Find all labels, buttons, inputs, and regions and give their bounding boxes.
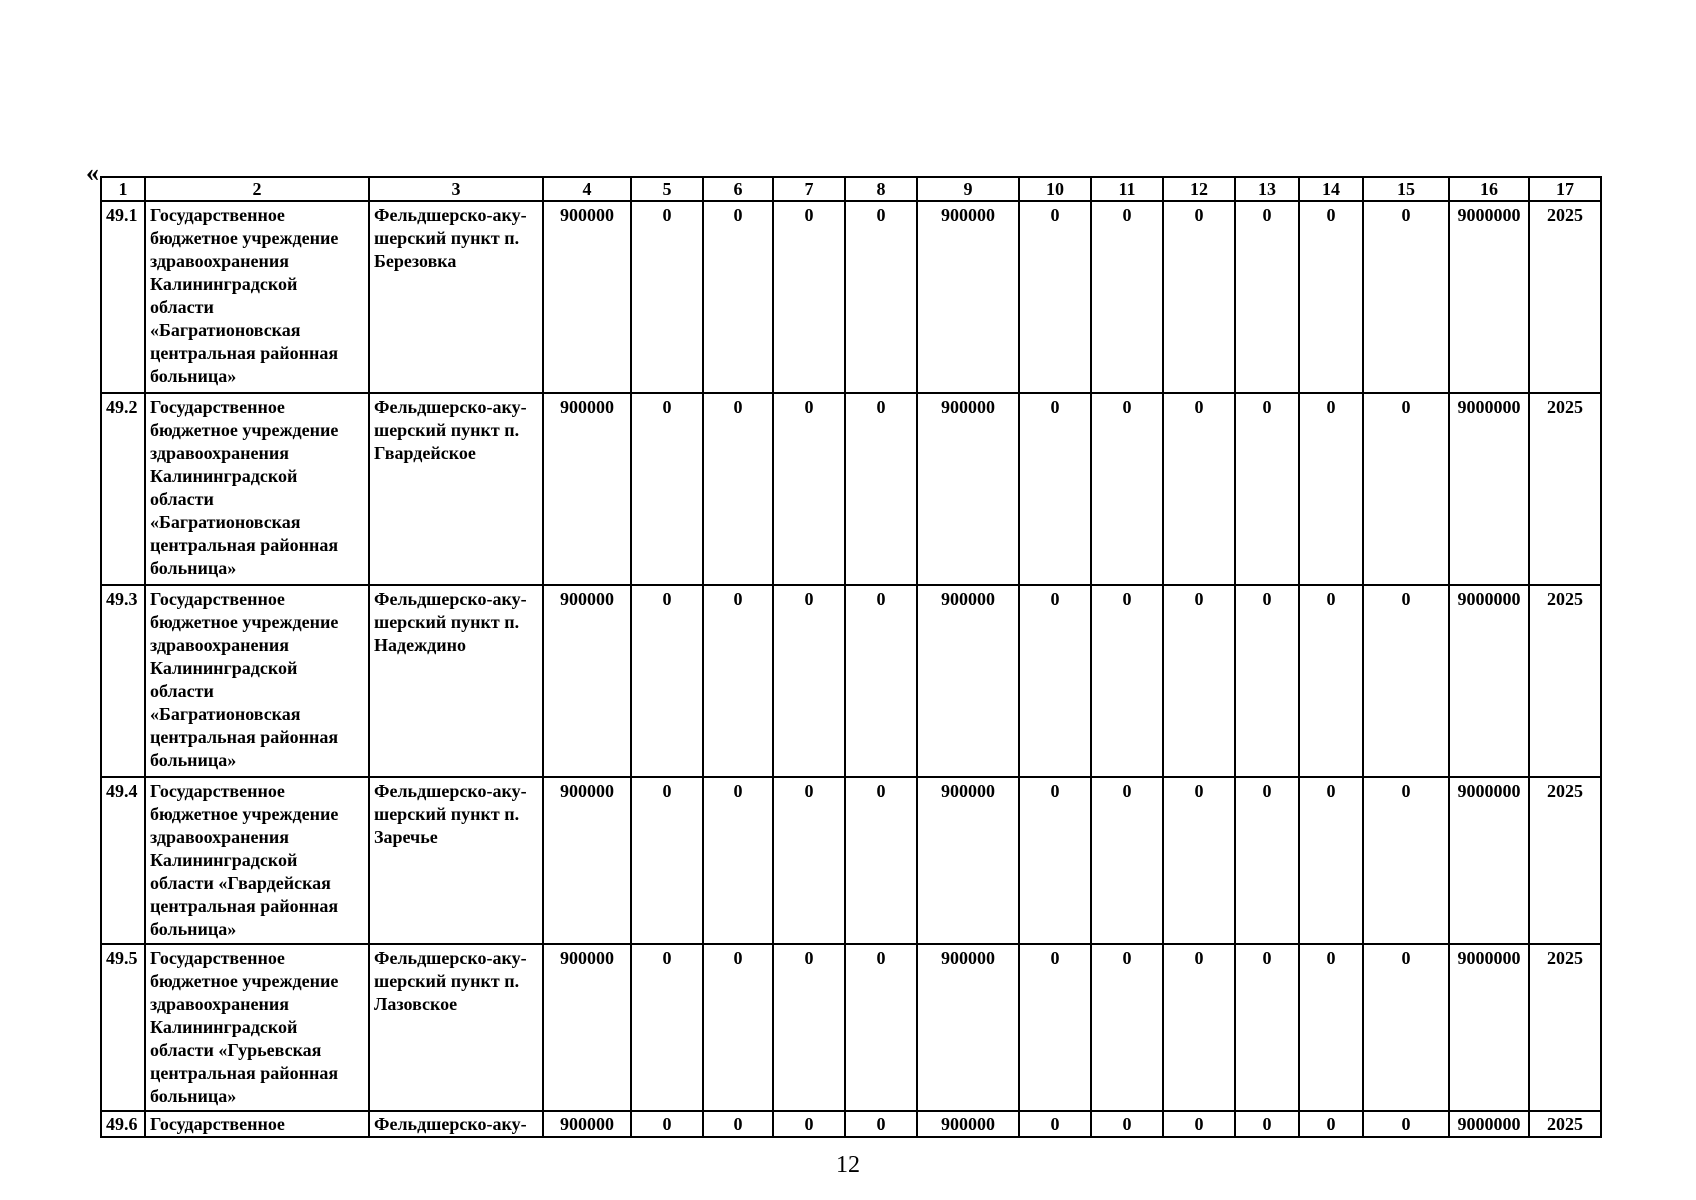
cell-col-12: 0 bbox=[1163, 777, 1235, 944]
object-name: Фельдшерско-аку-шерский пункт п. Заречье bbox=[369, 777, 543, 944]
cell-col-6: 0 bbox=[703, 777, 773, 944]
cell-col-10: 0 bbox=[1019, 585, 1091, 777]
cell-col-4: 900000 bbox=[543, 944, 631, 1111]
cell-col-17: 2025 bbox=[1529, 1111, 1601, 1137]
institution-name: Государственное бюджетное учреждение здравоохранения Калининградской области «Багратионовская центральная районная больница» bbox=[145, 393, 369, 585]
column-header: 4 bbox=[543, 177, 631, 201]
cell-col-8: 0 bbox=[845, 585, 917, 777]
institution-name: Государственное бюджетное учреждение здравоохранения Калининградской области «Багратионовская центральная районная больница» bbox=[145, 201, 369, 393]
column-header: 2 bbox=[145, 177, 369, 201]
cell-col-15: 0 bbox=[1363, 777, 1449, 944]
column-header: 13 bbox=[1235, 177, 1299, 201]
cell-col-10: 0 bbox=[1019, 777, 1091, 944]
column-header: 17 bbox=[1529, 177, 1601, 201]
cell-col-12: 0 bbox=[1163, 585, 1235, 777]
cell-col-12: 0 bbox=[1163, 1111, 1235, 1137]
cell-col-11: 0 bbox=[1091, 201, 1163, 393]
cell-col-5: 0 bbox=[631, 393, 703, 585]
cell-col-13: 0 bbox=[1235, 393, 1299, 585]
cell-col-17: 2025 bbox=[1529, 777, 1601, 944]
cell-col-13: 0 bbox=[1235, 585, 1299, 777]
cell-col-14: 0 bbox=[1299, 944, 1363, 1111]
cell-col-7: 0 bbox=[773, 201, 845, 393]
cell-col-8: 0 bbox=[845, 201, 917, 393]
cell-col-10: 0 bbox=[1019, 1111, 1091, 1137]
column-header: 8 bbox=[845, 177, 917, 201]
cell-col-12: 0 bbox=[1163, 201, 1235, 393]
column-header: 3 bbox=[369, 177, 543, 201]
cell-col-9: 900000 bbox=[917, 944, 1019, 1111]
row-number: 49.1 bbox=[101, 201, 145, 393]
cell-col-8: 0 bbox=[845, 777, 917, 944]
cell-col-6: 0 bbox=[703, 201, 773, 393]
cell-col-17: 2025 bbox=[1529, 585, 1601, 777]
object-name: Фельдшерско-аку- bbox=[369, 1111, 543, 1137]
row-number: 49.4 bbox=[101, 777, 145, 944]
cell-col-16: 9000000 bbox=[1449, 777, 1529, 944]
cell-col-10: 0 bbox=[1019, 201, 1091, 393]
cell-col-9: 900000 bbox=[917, 1111, 1019, 1137]
cell-col-4: 900000 bbox=[543, 1111, 631, 1137]
cell-col-5: 0 bbox=[631, 585, 703, 777]
column-header: 5 bbox=[631, 177, 703, 201]
object-name: Фельдшерско-аку-шерский пункт п. Березовка bbox=[369, 201, 543, 393]
cell-col-9: 900000 bbox=[917, 393, 1019, 585]
cell-col-16: 9000000 bbox=[1449, 944, 1529, 1111]
row-number: 49.5 bbox=[101, 944, 145, 1111]
cell-col-11: 0 bbox=[1091, 944, 1163, 1111]
cell-col-16: 9000000 bbox=[1449, 393, 1529, 585]
cell-col-11: 0 bbox=[1091, 585, 1163, 777]
cell-col-16: 9000000 bbox=[1449, 585, 1529, 777]
table-row bbox=[101, 393, 1601, 585]
object-name: Фельдшерско-аку-шерский пункт п. Надеждино bbox=[369, 585, 543, 777]
cell-col-5: 0 bbox=[631, 1111, 703, 1137]
cell-col-4: 900000 bbox=[543, 201, 631, 393]
cell-col-7: 0 bbox=[773, 1111, 845, 1137]
cell-col-14: 0 bbox=[1299, 393, 1363, 585]
page-number: 12 bbox=[836, 1152, 860, 1178]
cell-col-15: 0 bbox=[1363, 201, 1449, 393]
cell-col-11: 0 bbox=[1091, 1111, 1163, 1137]
cell-col-4: 900000 bbox=[543, 585, 631, 777]
cell-col-6: 0 bbox=[703, 585, 773, 777]
cell-col-17: 2025 bbox=[1529, 944, 1601, 1111]
object-name: Фельдшерско-аку-шерский пункт п. Лазовское bbox=[369, 944, 543, 1111]
cell-col-15: 0 bbox=[1363, 944, 1449, 1111]
cell-col-17: 2025 bbox=[1529, 201, 1601, 393]
cell-col-5: 0 bbox=[631, 777, 703, 944]
row-number: 49.3 bbox=[101, 585, 145, 777]
institution-name: Государственное бюджетное учреждение здравоохранения Калининградской области «Багратионовская центральная районная больница» bbox=[145, 585, 369, 777]
column-header: 6 bbox=[703, 177, 773, 201]
cell-col-7: 0 bbox=[773, 585, 845, 777]
cell-col-10: 0 bbox=[1019, 944, 1091, 1111]
institution-name: Государственное бюджетное учреждение здравоохранения Калининградской области «Гурьевская центральная районная больница» bbox=[145, 944, 369, 1111]
column-header: 16 bbox=[1449, 177, 1529, 201]
cell-col-16: 9000000 bbox=[1449, 1111, 1529, 1137]
column-header: 10 bbox=[1019, 177, 1091, 201]
investment-table bbox=[100, 176, 1602, 1138]
cell-col-13: 0 bbox=[1235, 201, 1299, 393]
table-row bbox=[101, 201, 1601, 393]
cell-col-9: 900000 bbox=[917, 777, 1019, 944]
table-row bbox=[101, 944, 1601, 1111]
cell-col-14: 0 bbox=[1299, 1111, 1363, 1137]
institution-name: Государственное bbox=[145, 1111, 369, 1137]
cell-col-6: 0 bbox=[703, 393, 773, 585]
cell-col-13: 0 bbox=[1235, 944, 1299, 1111]
table-row bbox=[101, 585, 1601, 777]
cell-col-14: 0 bbox=[1299, 585, 1363, 777]
cell-col-9: 900000 bbox=[917, 585, 1019, 777]
cell-col-12: 0 bbox=[1163, 944, 1235, 1111]
cell-col-11: 0 bbox=[1091, 393, 1163, 585]
column-header: 1 bbox=[101, 177, 145, 201]
cell-col-7: 0 bbox=[773, 393, 845, 585]
cell-col-4: 900000 bbox=[543, 777, 631, 944]
cell-col-15: 0 bbox=[1363, 1111, 1449, 1137]
cell-col-13: 0 bbox=[1235, 1111, 1299, 1137]
cell-col-14: 0 bbox=[1299, 201, 1363, 393]
cell-col-6: 0 bbox=[703, 944, 773, 1111]
row-number: 49.6 bbox=[101, 1111, 145, 1137]
cell-col-5: 0 bbox=[631, 201, 703, 393]
cell-col-17: 2025 bbox=[1529, 393, 1601, 585]
cell-col-8: 0 bbox=[845, 1111, 917, 1137]
column-header: 14 bbox=[1299, 177, 1363, 201]
column-header: 9 bbox=[917, 177, 1019, 201]
cell-col-4: 900000 bbox=[543, 393, 631, 585]
cell-col-16: 9000000 bbox=[1449, 201, 1529, 393]
object-name: Фельдшерско-аку-шерский пункт п. Гвардейское bbox=[369, 393, 543, 585]
column-header: 15 bbox=[1363, 177, 1449, 201]
column-header: 7 bbox=[773, 177, 845, 201]
opening-quote-mark: « bbox=[86, 158, 99, 187]
cell-col-15: 0 bbox=[1363, 393, 1449, 585]
cell-col-5: 0 bbox=[631, 944, 703, 1111]
cell-col-14: 0 bbox=[1299, 777, 1363, 944]
cell-col-7: 0 bbox=[773, 777, 845, 944]
cell-col-8: 0 bbox=[845, 393, 917, 585]
column-header: 11 bbox=[1091, 177, 1163, 201]
cell-col-6: 0 bbox=[703, 1111, 773, 1137]
cell-col-13: 0 bbox=[1235, 777, 1299, 944]
cell-col-8: 0 bbox=[845, 944, 917, 1111]
cell-col-15: 0 bbox=[1363, 585, 1449, 777]
cell-col-12: 0 bbox=[1163, 393, 1235, 585]
row-number: 49.2 bbox=[101, 393, 145, 585]
table-row bbox=[101, 777, 1601, 944]
column-header: 12 bbox=[1163, 177, 1235, 201]
cell-col-9: 900000 bbox=[917, 201, 1019, 393]
cell-col-11: 0 bbox=[1091, 777, 1163, 944]
header-row bbox=[101, 177, 1601, 201]
cell-col-10: 0 bbox=[1019, 393, 1091, 585]
institution-name: Государственное бюджетное учреждение здравоохранения Калининградской области «Гвардейская центральная районная больница» bbox=[145, 777, 369, 944]
table-row bbox=[101, 1111, 1601, 1137]
cell-col-7: 0 bbox=[773, 944, 845, 1111]
